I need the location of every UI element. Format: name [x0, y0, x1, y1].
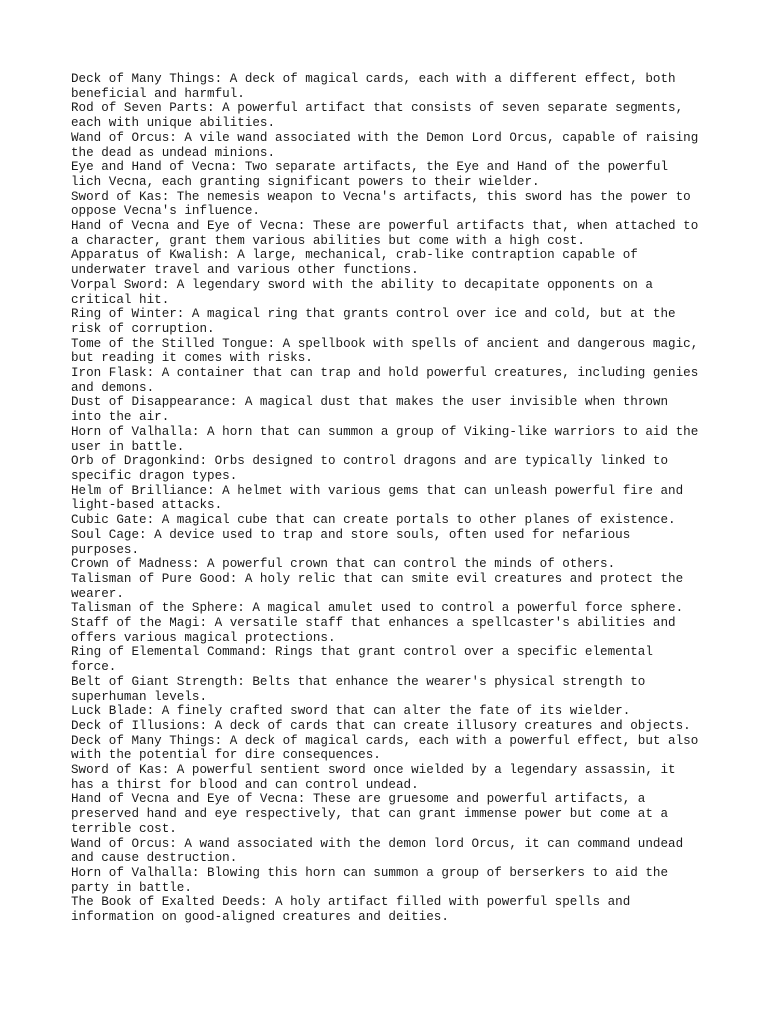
item-iron-flask: Iron Flask: A container that can trap and hold powerful creatures, including genies and demons. [71, 366, 699, 395]
item-cubic-gate: Cubic Gate: A magical cube that can create portals to other planes of existence. [71, 513, 676, 528]
document-page [71, 72, 731, 925]
item-talisman-of-pure-good: Talisman of Pure Good: A holy relic that can smite evil creatures and protect the wearer. [71, 571, 684, 601]
item-rod-of-seven-parts: Rod of Seven Parts: A powerful artifact that consists of seven separate segments, each with unique abilities. [71, 101, 684, 131]
item-deck-of-many-things: Deck of Many Things: A deck of magical cards, each with a different effect, both beneficial and harmful. [71, 72, 676, 101]
item-wand-of-orcus: Wand of Orcus: A vile wand associated with the Demon Lord Orcus, capable of raising the dead as undead minions. [71, 130, 699, 160]
item-talisman-of-the-sphere: Talisman of the Sphere: A magical amulet used to control a powerful force sphere. [71, 601, 684, 616]
item-horn-of-valhalla: Horn of Valhalla: A horn that can summon a group of Viking-like warriors to aid the user in battle. [71, 424, 699, 454]
item-sword-of-kas-2: Sword of Kas: A powerful sentient sword once wielded by a legendary assassin, it has a thirst for blood and can control undead. [71, 763, 676, 792]
item-luck-blade: Luck Blade: A finely crafted sword that can alter the fate of its wielder. [71, 704, 631, 719]
item-sword-of-kas: Sword of Kas: The nemesis weapon to Vecna's artifacts, this sword has the power to oppose Vecna's influence. [71, 189, 691, 219]
item-tome-of-the-stilled-tongue: Tome of the Stilled Tongue: A spellbook with spells of ancient and dangerous magic, but reading it comes with risks. [71, 336, 699, 366]
item-ring-of-winter: Ring of Winter: A magical ring that grants control over ice and cold, but at the risk of corruption. [71, 307, 676, 336]
item-eye-and-hand-of-vecna: Eye and Hand of Vecna: Two separate artifacts, the Eye and Hand of the powerful lich Vecna, each granting significant powers to their wielder. [71, 160, 669, 189]
item-ring-of-elemental-command: Ring of Elemental Command: Rings that grant control over a specific elemental force. [71, 645, 653, 675]
item-deck-of-many-things-2: Deck of Many Things: A deck of magical cards, each with a powerful effect, but also with the potential for dire consequences. [71, 733, 699, 763]
item-hand-and-eye-of-vecna: Hand of Vecna and Eye of Vecna: These are powerful artifacts that, when attached to a character, grant them various abilities but come with a high cost. [71, 219, 699, 248]
item-dust-of-disappearance: Dust of Disappearance: A magical dust that makes the user invisible when thrown into the air. [71, 395, 669, 425]
item-soul-cage: Soul Cage: A device used to trap and store souls, often used for nefarious purposes. [71, 527, 631, 557]
item-orb-of-dragonkind: Orb of Dragonkind: Orbs designed to control dragons and are typically linked to specific dragon types. [71, 454, 669, 483]
item-horn-of-valhalla-2: Horn of Valhalla: Blowing this horn can summon a group of berserkers to aid the party in battle. [71, 865, 669, 895]
item-crown-of-madness: Crown of Madness: A powerful crown that can control the minds of others. [71, 557, 616, 572]
item-helm-of-brilliance: Helm of Brilliance: A helmet with various gems that can unleash powerful fire and light-based attacks. [71, 483, 684, 513]
item-hand-and-eye-of-vecna-2: Hand of Vecna and Eye of Vecna: These are gruesome and powerful artifacts, a preserved hand and eye respectively, that can grant immense power but come at a terrible cost. [71, 792, 669, 836]
item-wand-of-orcus-2: Wand of Orcus: A wand associated with the demon lord Orcus, it can command undead and cause destruction. [71, 836, 684, 866]
item-book-of-exalted-deeds: The Book of Exalted Deeds: A holy artifact filled with powerful spells and information on good-aligned creatures and deities. [71, 895, 631, 925]
item-vorpal-sword: Vorpal Sword: A legendary sword with the ability to decapitate opponents on a critical hit. [71, 277, 653, 307]
item-belt-of-giant-strength: Belt of Giant Strength: Belts that enhance the wearer's physical strength to superhuman levels. [71, 674, 646, 704]
item-apparatus-of-kwalish: Apparatus of Kwalish: A large, mechanical, crab-like contraption capable of underwater travel and various other functions. [71, 248, 638, 278]
item-staff-of-the-magi: Staff of the Magi: A versatile staff that enhances a spellcaster's abilities and offers various magical protections. [71, 616, 676, 645]
item-deck-of-illusions: Deck of Illusions: A deck of cards that can create illusory creatures and objects. [71, 718, 691, 733]
